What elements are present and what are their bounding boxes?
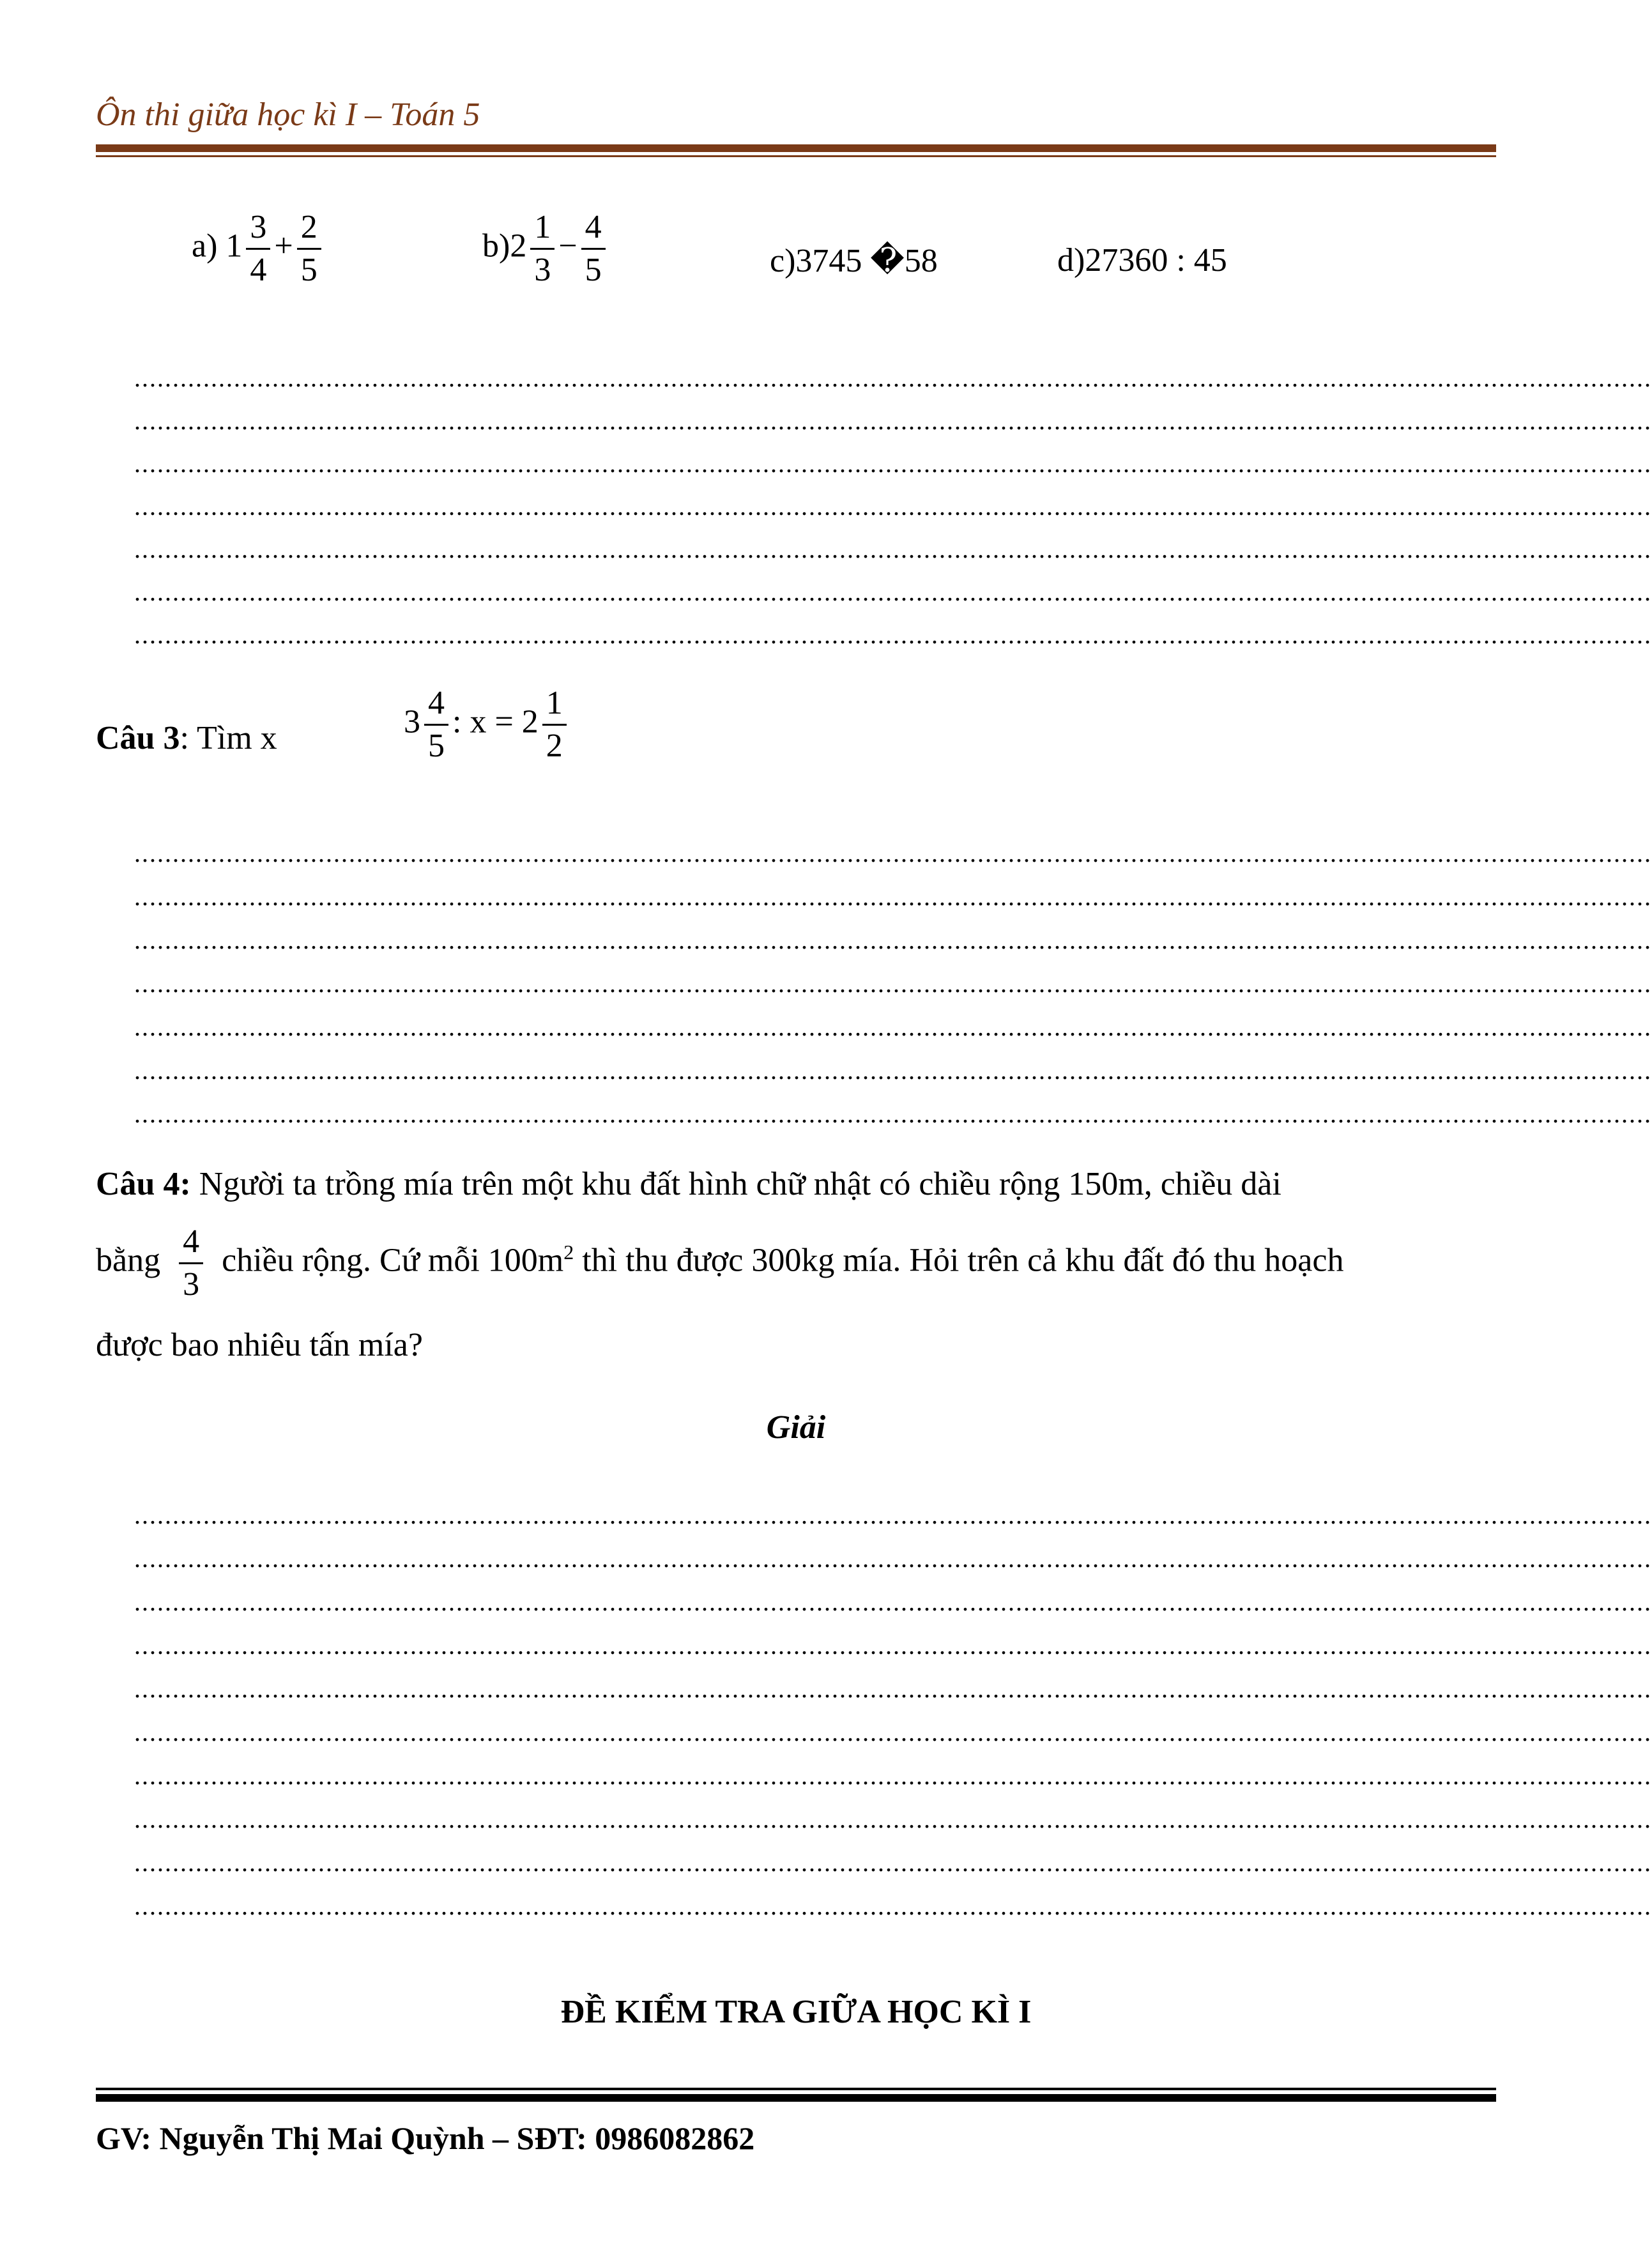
exercise-b-label: b) [482, 227, 510, 264]
operator: − [558, 227, 577, 264]
answer-line[interactable]: ...................................................................................................................................................................................................... [134, 1501, 1652, 1529]
exercise-a-label: a) [192, 227, 218, 264]
exercise-d-expr: 27360 : 45 [1085, 242, 1227, 279]
denominator: 5 [297, 248, 321, 287]
numerator: 3 [250, 209, 267, 245]
numerator: 4 [183, 1223, 200, 1260]
answer-line[interactable]: ...................................................................................................................................................................................................... [134, 1805, 1652, 1833]
denominator: 3 [179, 1262, 203, 1301]
superscript: 2 [563, 1241, 574, 1264]
answer-line[interactable]: ...................................................................................................................................................................................................... [134, 535, 1652, 563]
fraction [179, 1225, 203, 1301]
fraction [581, 211, 606, 287]
numerator: 1 [534, 209, 551, 245]
answer-line[interactable]: ...................................................................................................................................................................................................... [134, 1674, 1652, 1703]
answer-line[interactable]: ...................................................................................................................................................................................................... [134, 926, 1652, 954]
answer-line[interactable]: ...................................................................................................................................................................................................... [134, 1631, 1652, 1660]
footer-rule-thin [96, 2088, 1496, 2090]
equation-middle: : x = 2 [452, 703, 539, 740]
fraction [530, 211, 554, 287]
answer-line[interactable]: ...................................................................................................................................................................................................... [134, 1848, 1652, 1877]
answer-line[interactable]: ...................................................................................................................................................................................................... [134, 1587, 1652, 1616]
numerator: 4 [428, 685, 445, 721]
answer-line[interactable]: ...................................................................................................................................................................................................... [134, 406, 1652, 435]
answer-line[interactable]: ...................................................................................................................................................................................................... [134, 577, 1652, 606]
answer-line[interactable]: ...................................................................................................................................................................................................... [134, 620, 1652, 649]
question-3-equation [404, 687, 570, 763]
footer-rule-thick [96, 2094, 1496, 2102]
header-rule-thin [96, 155, 1496, 157]
answer-line[interactable]: ...................................................................................................................................................................................................... [134, 839, 1652, 868]
answer-line[interactable]: ...................................................................................................................................................................................................... [134, 1013, 1652, 1041]
exercise-b [482, 211, 609, 287]
question-3 [96, 719, 277, 757]
header-title: Ôn thi giữa học kì I – Toán 5 [96, 96, 480, 133]
section-title: ĐỀ KIỂM TRA GIỮA HỌC KÌ I [560, 1994, 1032, 2030]
fraction [246, 211, 270, 287]
question-4-line1 [96, 1168, 1496, 1201]
exercise-c-label: c) [770, 243, 796, 279]
question-4-label: Câu 4: [96, 1166, 191, 1202]
numerator: 1 [546, 685, 563, 721]
denominator: 5 [581, 248, 606, 287]
question-4-text: chiều rộng. Cứ mỗi 100m [222, 1242, 564, 1279]
answer-line[interactable]: ...................................................................................................................................................................................................... [134, 1056, 1652, 1085]
mixed-whole: 3 [404, 703, 420, 740]
solution-label: Giải [766, 1409, 826, 1446]
question-4-text: bằng [96, 1242, 161, 1279]
denominator: 5 [424, 724, 448, 763]
answer-line[interactable]: ...................................................................................................................................................................................................... [134, 449, 1652, 478]
exercise-d-label: d) [1057, 242, 1085, 279]
exercise-c [770, 241, 938, 280]
question-4-text: thì thu được 300kg mía. Hỏi trên cả khu đất đó thu hoạch [574, 1242, 1344, 1279]
answer-line[interactable]: ...................................................................................................................................................................................................... [134, 363, 1652, 392]
numerator: 4 [585, 209, 602, 245]
exercise-a [192, 211, 325, 287]
header-rule-thick [96, 144, 1496, 152]
denominator: 3 [530, 248, 554, 287]
exercise-c-expr: 3745 �58 [795, 243, 938, 279]
question-4-text: Người ta trồng mía trên một khu đất hình chữ nhật có chiều rộng 150m, chiều dài [199, 1166, 1281, 1202]
answer-line[interactable]: ...................................................................................................................................................................................................... [134, 1544, 1652, 1573]
mixed-whole: 1 [226, 227, 243, 264]
operator: + [274, 227, 293, 264]
fraction [297, 211, 321, 287]
answer-line[interactable]: ...................................................................................................................................................................................................... [134, 882, 1652, 911]
answer-line[interactable]: ...................................................................................................................................................................................................... [134, 1761, 1652, 1790]
answer-line[interactable]: ...................................................................................................................................................................................................... [134, 492, 1652, 521]
answer-line[interactable]: ...................................................................................................................................................................................................... [134, 1892, 1652, 1920]
fraction [542, 687, 567, 763]
question-4-text: được bao nhiêu tấn mía? [96, 1327, 423, 1363]
numerator: 2 [300, 209, 317, 245]
fraction [424, 687, 448, 763]
question-4-line2 [96, 1225, 1496, 1301]
denominator: 2 [542, 724, 567, 763]
question-4-line3 [96, 1329, 1496, 1362]
footer-text: GV: Nguyễn Thị Mai Quỳnh – SĐT: 0986082862 [96, 2120, 755, 2156]
answer-line[interactable]: ...................................................................................................................................................................................................... [134, 1099, 1652, 1128]
exercise-d [1057, 241, 1227, 279]
denominator: 4 [246, 248, 270, 287]
answer-line[interactable]: ...................................................................................................................................................................................................... [134, 969, 1652, 998]
question-3-label: Câu 3 [96, 720, 180, 756]
answer-line[interactable]: ...................................................................................................................................................................................................... [134, 1718, 1652, 1747]
question-3-text: : Tìm x [180, 720, 277, 756]
mixed-whole: 2 [510, 227, 527, 264]
